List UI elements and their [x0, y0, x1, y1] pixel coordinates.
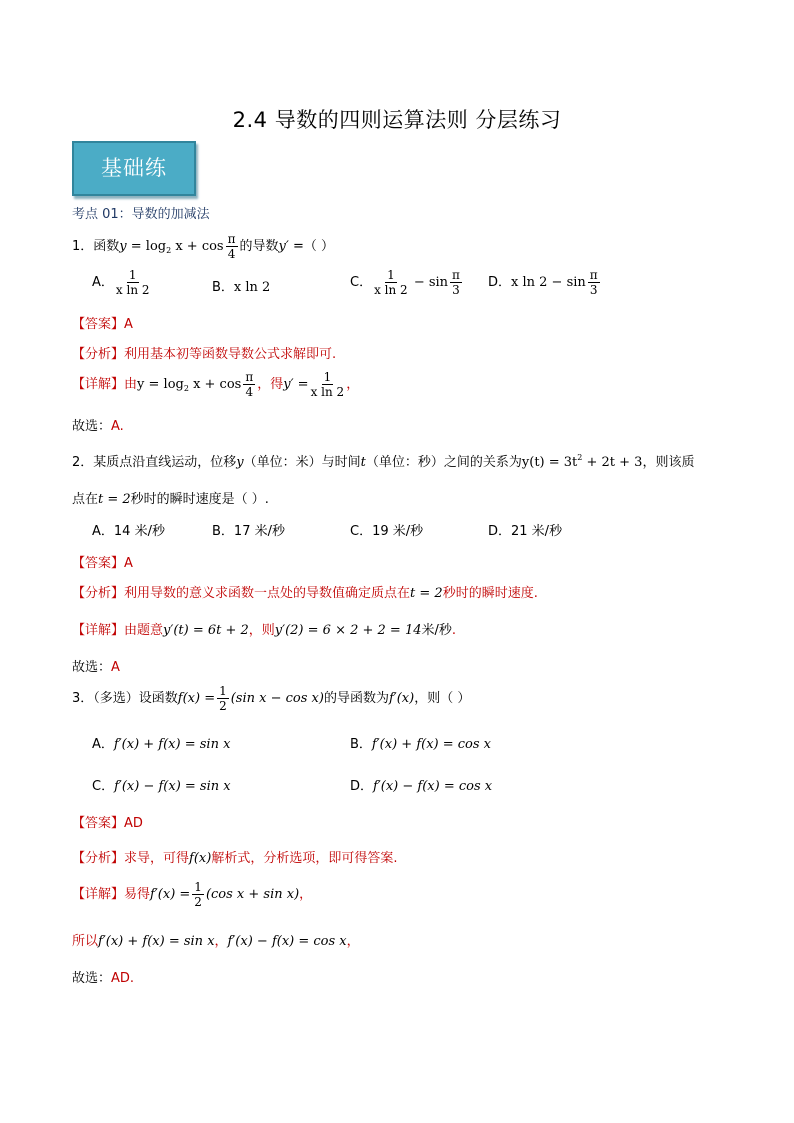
- q3-option-a: A．f′(x) + f(x) = sin x: [92, 737, 231, 752]
- q3-conclusion: 所以f′(x) + f(x) = sin x，f′(x) − f(x) = cos x，: [72, 934, 360, 949]
- section-banner: 基础练: [72, 141, 196, 196]
- q3-choice: 故选：AD.: [72, 971, 135, 986]
- q2-choice: 故选：A: [72, 660, 120, 675]
- page-title: 2.4 导数的四则运算法则 分层练习: [232, 108, 562, 132]
- q1-option-d: D．x ln 2 − sin $\frac{\pi}{3}$: [488, 268, 598, 297]
- q2-stem-line2: 点在t = 2秒时的瞬时速度是（ ）.: [72, 492, 269, 507]
- q3-option-b: B．f′(x) + f(x) = cos x: [350, 737, 492, 752]
- q1-answer: 【答案】A: [72, 317, 133, 332]
- q1-option-c: C． $\frac{1}{\text{x ln 2}}$ − sin $\frac{\pi}{3}$: [350, 268, 460, 297]
- q3-stem: 3．（多选）设函数f(x) = $\frac{1}{2}$ (sin x − cos x)的导函数为f′(x)，则（ ）: [72, 684, 471, 713]
- q1-option-a: A． $\frac{1}{\text{x ln 2}}$: [92, 268, 150, 297]
- q2-answer: 【答案】A: [72, 556, 133, 571]
- q3-solution: 【详解】易得f′(x) = $\frac{1}{2}$ (cos x + sin x)，: [72, 880, 313, 909]
- q2-option-b: B．17 米/秒: [212, 524, 285, 539]
- q1-option-b: B．x ln 2: [212, 280, 271, 295]
- q2-option-a: A．14 米/秒: [92, 524, 165, 539]
- q2-solution: 【详解】由题意y′(t) = 6t + 2，则y′(2) = 6 × 2 + 2 = 14米/秒.: [72, 623, 457, 638]
- q1-solution: 【详解】由$y = \log_2 x + \cos$ $\frac{\pi}{4}$ ，得y′ = $\frac{1}{\text{x ln 2}}$ ，: [72, 370, 360, 399]
- kaodian-heading: 考点 01：导数的加减法: [72, 207, 210, 222]
- q2-option-c: C．19 米/秒: [350, 524, 424, 539]
- q1-analysis: 【分析】利用基本初等函数导数公式求解即可.: [72, 347, 337, 362]
- q3-answer: 【答案】AD: [72, 816, 143, 831]
- q2-option-d: D．21 米/秒: [488, 524, 563, 539]
- q3-option-c: C．f′(x) − f(x) = sin x: [92, 779, 231, 794]
- q2-stem-line1: 2．某质点沿直线运动，位移y（单位：米）与时间t（单位：秒）之间的关系为$y(t) = 3t^2 + 2t + 3$，则该质: [72, 453, 695, 470]
- q3-analysis: 【分析】求导，可得f(x)解析式，分析选项，即可得答案.: [72, 851, 398, 866]
- q3-option-d: D．f′(x) − f(x) = cos x: [350, 779, 493, 794]
- q1-choice: 故选：A.: [72, 419, 124, 434]
- q1-stem: 1．函数$y = \log_2 x + \cos$ $\frac{\pi}{4}$ 的导数y′ =（ ）: [72, 232, 334, 261]
- q2-analysis: 【分析】利用导数的意义求函数一点处的导数值确定质点在t = 2秒时的瞬时速度.: [72, 586, 538, 601]
